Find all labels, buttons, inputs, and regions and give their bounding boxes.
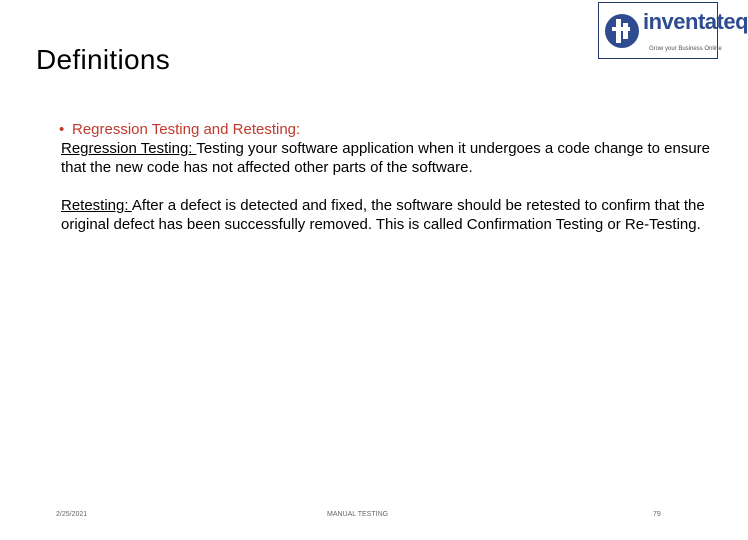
footer-date: 2/25/2021 [56,511,88,518]
logo-tagline: Grow your Business Online [649,46,722,52]
regression-term: Regression Testing: [61,140,197,157]
footer-page-number: 79 [653,511,661,518]
retesting-term: Retesting: [61,197,132,214]
company-logo [598,2,748,59]
logo-wordmark: inventateq [643,9,748,34]
footer-title: MANUAL TESTING [327,511,389,518]
regression-text: Testing your software application when it undergoes a code change to ensure that the new code has not affected other parts of the software. [61,140,711,176]
slide-body [61,120,711,234]
slide-title: Definitions [36,44,171,75]
bullet-dot-icon: • [59,121,65,138]
retesting-text: After a defect is detected and fixed, the software should be retested to confirm that the original defect has been successfully removed. This is called Confirmation Testing or Re-Testing. [61,197,705,233]
bullet-item [59,120,709,139]
bullet-text: Regression Testing and Retesting: [72,121,301,138]
retesting-definition [61,196,711,234]
regression-definition [61,139,711,177]
